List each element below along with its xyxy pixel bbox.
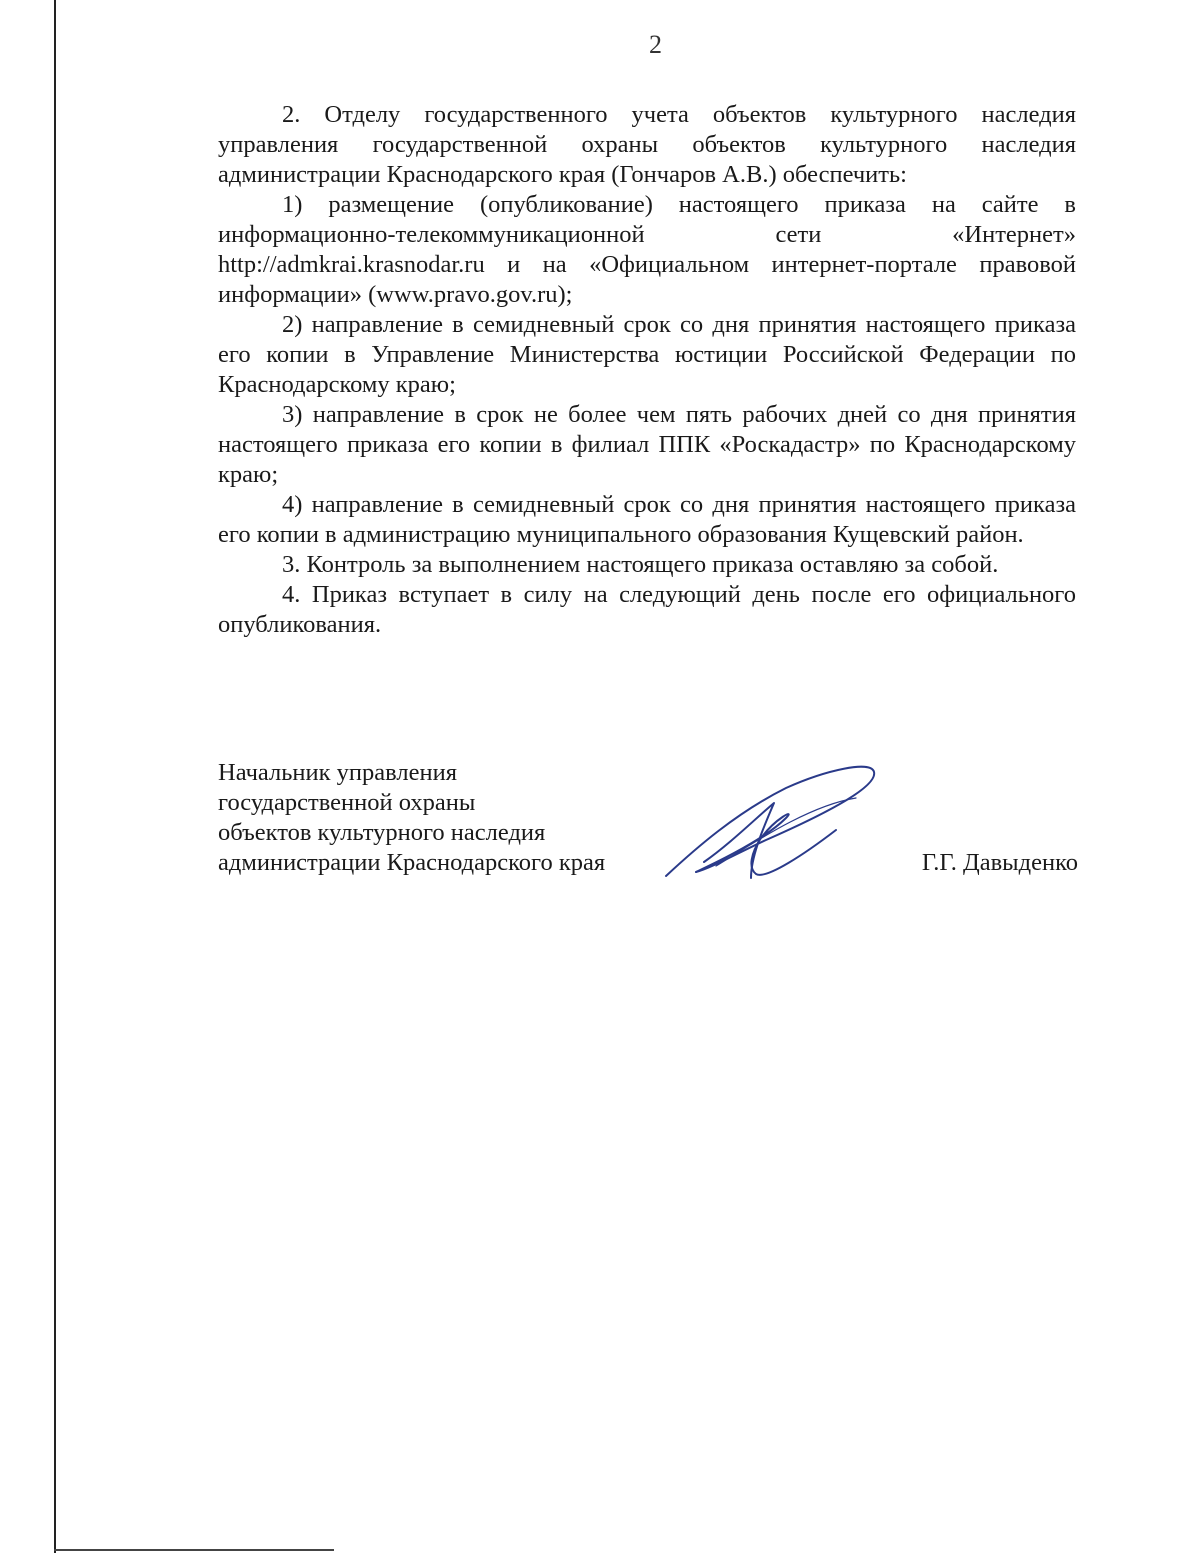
paragraph-section-2: 2. Отделу государственного учета объектов культурного наследия управления государственной охраны объектов культурного наследия администрации Краснодарского края (Гончаров А.В.) обеспечить:: [218, 101, 1076, 188]
handwritten-signature: [656, 758, 882, 886]
paragraph-item-1: 1) размещение (опубликование) настоящего приказа на сайте в информационно-телекоммуникационной сети «Интернет» http://admkrai.krasnodar.ru и на «Официальном интернет-портале правовой информации» (www.pravo.gov.ru);: [218, 191, 1076, 308]
scan-edge-left: [54, 0, 56, 1553]
signatory-title-line: Начальник управления: [218, 759, 457, 786]
page-number: 2: [649, 30, 662, 59]
paragraph-item-4: 4) направление в семидневный срок со дня принятия настоящего приказа его копии в администрацию муниципального образования Кущевский район.: [218, 491, 1076, 548]
signature-block: [218, 758, 1078, 888]
paragraph-section-3: 3. Контроль за выполнением настоящего приказа оставляю за собой.: [282, 551, 999, 578]
paragraph-item-2: 2) направление в семидневный срок со дня принятия настоящего приказа его копии в Управление Министерства юстиции Российской Федерации по Краснодарскому краю;: [218, 311, 1076, 398]
signatory-title: [218, 758, 605, 878]
document-body: [218, 100, 1076, 640]
signatory-title-line: государственной охраны: [218, 789, 476, 816]
signatory-title-line: объектов культурного наследия: [218, 819, 546, 846]
signatory-name: Г.Г. Давыденко: [921, 849, 1078, 876]
scan-edge-bottom: [54, 1549, 334, 1551]
signatory-title-line: администрации Краснодарского края: [218, 849, 606, 876]
paragraph-item-3: 3) направление в срок не более чем пять рабочих дней со дня принятия настоящего приказа его копии в филиал ППК «Роскадастр» по Краснодарскому краю;: [218, 401, 1076, 488]
paragraph-section-4: 4. Приказ вступает в силу на следующий день после его официального опубликования.: [218, 581, 1076, 638]
